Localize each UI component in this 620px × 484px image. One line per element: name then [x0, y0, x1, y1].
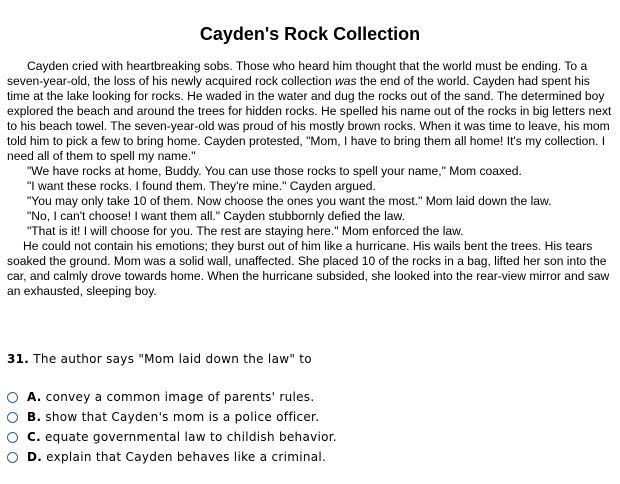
choice-letter: C.: [27, 430, 41, 444]
paragraph: "That is it! I will choose for you. The rest are staying here." Mom enforced the law.: [27, 224, 464, 238]
radio-button-icon[interactable]: [7, 392, 18, 403]
choice-letter: A.: [27, 390, 42, 404]
paragraph: "We have rocks at home, Buddy. You can use those rocks to spell your name," Mom coaxed.: [27, 164, 522, 178]
choice-d[interactable]: [7, 447, 337, 467]
paragraph: "I want these rocks. I found them. They're mine." Cayden argued.: [27, 179, 376, 193]
radio-button-icon[interactable]: [7, 452, 18, 463]
question-text: The author says "Mom laid down the law" to: [33, 352, 312, 366]
radio-button-icon[interactable]: [7, 412, 18, 423]
paragraph-text: Cayden cried with heartbreaking sobs. Those who heard him thought that the world must be ending. To a seven-year-old, the loss of his newly acquired rock collection: [7, 59, 588, 88]
choice-letter: B.: [27, 410, 42, 424]
passage-body: [7, 59, 613, 299]
choice-text: explain that Cayden behaves like a criminal.: [46, 450, 327, 464]
radio-button-icon[interactable]: [7, 432, 18, 443]
paragraph: He could not contain his emotions; they burst out of him like a hurricane. His wails bent the trees. His tears soaked the ground. Mom was a solid wall, unaffected. She placed 10 of the rocks in a bag, lifted her son into the car, and calmly drove towards home. When the hurricane subsided, she looked into the rear-view mirror and saw an exhausted, sleeping boy.: [7, 239, 610, 298]
choice-letter: D.: [27, 450, 43, 464]
paragraph: [7, 59, 613, 164]
passage-title: Cayden's Rock Collection: [199, 24, 421, 44]
choice-text: show that Cayden's mom is a police officer.: [45, 410, 320, 424]
paragraph: "You may only take 10 of them. Now choose the ones you want the most." Mom laid down the law.: [27, 194, 552, 208]
choice-text: convey a common image of parents' rules.: [45, 390, 315, 404]
paragraph-text: the end of the world. Cayden had spent his time at the lake looking for rocks. He waded in the water and dug the rocks out of the sand. The determined boy explored the beach and around the trees for hidden rocks. He spelled his name out of the rocks in big letters next to his beach towel. The seven-year-old was proud of his mostly brown rocks. When it was time to leave, his mom told him to pick a few to bring home. Cayden protested, "Mom, I have to bring them all home! It's my collection. I need all of them to spell my name.": [7, 74, 612, 163]
emphasized-word: was: [335, 74, 357, 88]
question-number: 31.: [7, 352, 30, 366]
choice-text: equate governmental law to childish behavior.: [44, 430, 338, 444]
choice-c[interactable]: [7, 427, 337, 447]
paragraph: "No, I can't choose! I want them all." Cayden stubbornly defied the law.: [27, 209, 405, 223]
question-stem: [7, 351, 312, 367]
choice-a[interactable]: [7, 387, 337, 407]
answer-choices: [7, 387, 337, 467]
choice-b[interactable]: [7, 407, 337, 427]
